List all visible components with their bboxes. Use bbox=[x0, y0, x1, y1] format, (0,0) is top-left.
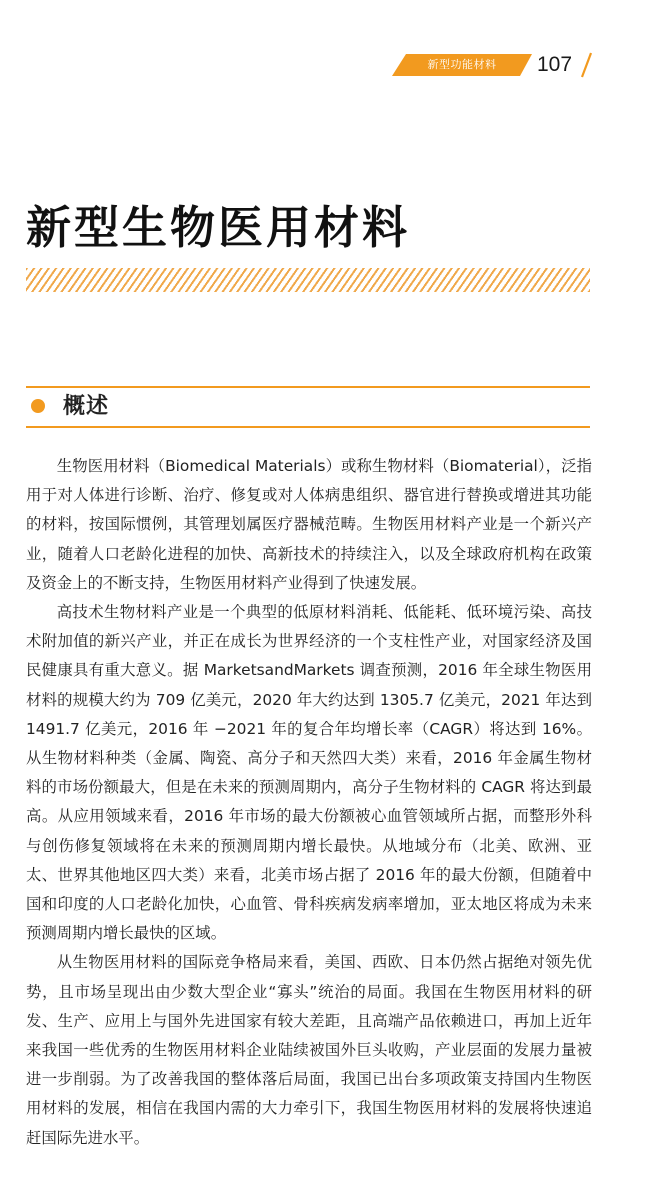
section-rule-top bbox=[26, 386, 590, 388]
section-bullet-icon bbox=[31, 399, 45, 413]
body-text bbox=[26, 452, 592, 1153]
chapter-tab-label: 新型功能材料 bbox=[427, 58, 497, 71]
paragraph-3: 从生物医用材料的国际竞争格局来看，美国、西欧、日本仍然占据绝对领先优势，且市场呈现出由少数大型企业“寡头”统治的局面。我国在生物医用材料的研发、生产、应用上与国外先进国家有较大差距，且高端产品依赖进口，再加上近年来我国一些优秀的生物医用材料企业陆续被国外巨头收购，产业层面的发展力量被进一步削弱。为了改善我国的整体落后局面，我国已出台多项政策支持国内生物医用材料的发展，相信在我国内需的大力牵引下，我国生物医用材料的发展将快速追赶国际先进水平。 bbox=[26, 953, 592, 1147]
page-number: 107 bbox=[537, 53, 573, 76]
section-heading: 概述 bbox=[63, 394, 110, 419]
section-rule-bottom bbox=[26, 426, 590, 428]
page-title: 新型生物医用材料 bbox=[26, 201, 411, 254]
paragraph-2: 高技术生物材料产业是一个典型的低原材料消耗、低能耗、低环境污染、高技术附加值的新兴产业，并正在成长为世界经济的一个支柱性产业，对国家经济及国民健康具有重大意义。据 MarketsandMarkets 调查预测，2016 年全球生物医用材料的规模大约为 709 亿美元，2020 年大约达到 1305.7 亿美元，2021 年达到 1491.7 亿美元，2016 年 −2021 年的复合年均增长率（CAGR）将达到 16%。从生物材料种类（金属、陶瓷、高分子和天然四大类）来看，2016 年金属生物材料的市场份额最大，但是在未来的预测周期内，高分子生物材料的 CAGR 将达到最高。从应用领域来看，2016 年市场的最大份额被心血管领域所占据，而整形外科与创伤修复领域将在未来的预测周期内增长最快。从地域分布（北美、欧洲、亚太、世界其他地区四大类）来看，北美市场占据了 2016 年的最大份额，但随着中国和印度的人口老龄化加快，心血管、骨科疾病发病率增加，亚太地区将成为未来预测周期内增长最快的区域。 bbox=[26, 603, 592, 943]
paragraph-1: 生物医用材料（Biomedical Materials）或称生物材料（Biomaterial），泛指用于对人体进行诊断、治疗、修复或对人体病患组织、器官进行替换或增进其功能的材料，按国际惯例，其管理划属医疗器械范畴。生物医用材料产业是一个新兴产业，随着人口老龄化进程的加快、高新技术的持续注入，以及全球政府机构在政策及资金上的不断支持，生物医用材料产业得到了快速发展。 bbox=[26, 457, 592, 592]
chapter-tab bbox=[392, 54, 532, 76]
slash-decoration bbox=[580, 52, 592, 78]
hatched-divider bbox=[26, 268, 590, 292]
